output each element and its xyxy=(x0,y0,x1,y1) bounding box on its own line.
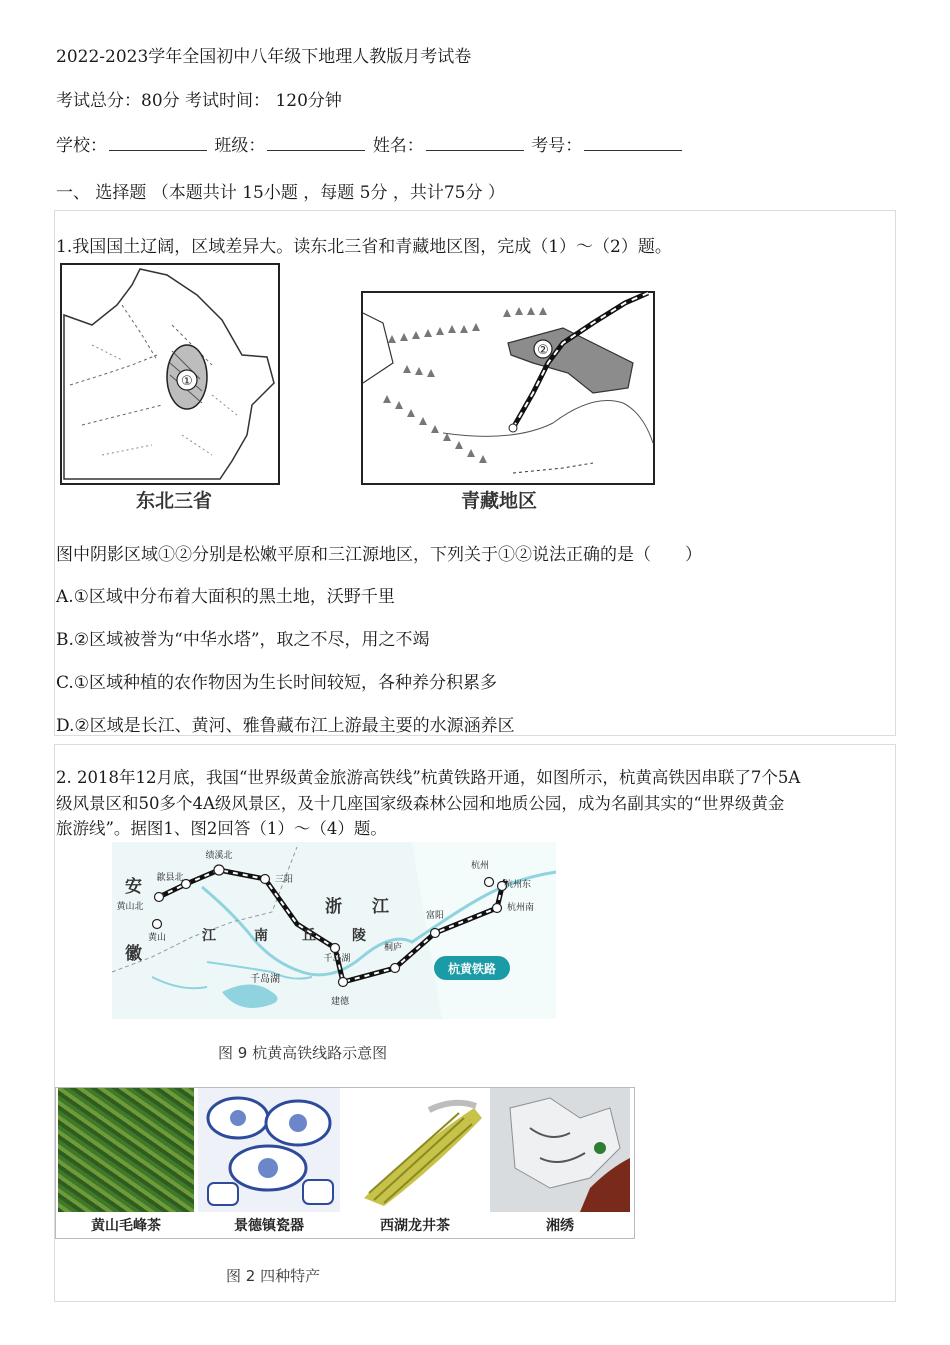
porcelain-drawing xyxy=(198,1088,340,1212)
section-heading: 一、 选择题 （本题共计 15小题 ，每题 5分 ，共计75分 ） xyxy=(56,183,505,203)
number-blank[interactable] xyxy=(584,136,682,151)
station-huangshanbei: 黄山北 xyxy=(116,902,144,912)
qinghai-tibet-map-drawing xyxy=(363,293,653,483)
exam-info: 考试总分：80分 考试时间： 120分钟 xyxy=(56,91,342,111)
northeast-map-drawing xyxy=(62,265,278,483)
station-qiandaohu: 千岛湖 xyxy=(323,954,351,964)
label-jiangnan-2: 南 xyxy=(254,928,268,944)
question-2-stem-line-1: 2. 2018年12月底，我国“世界级黄金旅游高铁线”杭黄铁路开通，如图所示，杭黄高铁因串联了7个5A xyxy=(56,768,801,787)
field-school: 学校： xyxy=(56,136,107,156)
label-zhe: 浙 xyxy=(325,897,342,917)
figure-2-caption: 图 2 四种特产 xyxy=(226,1267,321,1285)
label-huangshan-maofeng: 黄山毛峰茶 xyxy=(91,1218,161,1234)
specialties-strip xyxy=(55,1087,635,1239)
station-tonglu: 桐庐 xyxy=(383,943,403,953)
label-jingdezhen-porcelain: 景德镇瓷器 xyxy=(234,1218,304,1234)
exam-title: 2022-2023学年全国初中八年级下地理人教版月考试卷 xyxy=(56,47,472,67)
photo-huangshan-maofeng xyxy=(58,1088,194,1234)
option-c[interactable]: C.①区域种植的农作物因为生长时间较短，各种养分积累多 xyxy=(56,673,498,693)
station-jixibei: 绩溪北 xyxy=(205,851,233,861)
qinghai-tibet-map xyxy=(361,291,655,485)
question-1-stem: 1.我国国土辽阔，区域差异大。读东北三省和青藏地区图，完成（1）～（2）题。 xyxy=(56,237,672,257)
figure-1-caption: 图 9 杭黄高铁线路示意图 xyxy=(218,1044,388,1062)
embroidery-drawing xyxy=(490,1088,630,1212)
station-jiande: 建德 xyxy=(330,997,350,1007)
northeast-map-label: 东北三省 xyxy=(136,490,213,512)
lake-label: 千岛湖 xyxy=(250,974,280,985)
station-hangzhoudong: 杭州东 xyxy=(504,880,532,890)
marker-2: ② xyxy=(537,343,549,358)
label-qiuling-2: 陵 xyxy=(352,928,366,944)
station-hangzhounan: 杭州南 xyxy=(507,903,535,913)
school-blank[interactable] xyxy=(109,136,207,151)
label-jiangnan-1: 江 xyxy=(202,928,216,944)
student-fields xyxy=(56,131,684,156)
field-number: 考号： xyxy=(531,136,583,156)
railway-map-drawing xyxy=(112,842,556,1019)
marker-1: ① xyxy=(181,374,193,389)
label-xihu-longjing: 西湖龙井茶 xyxy=(380,1218,450,1234)
photo-xiang-embroidery xyxy=(490,1088,630,1234)
label-an: 安 xyxy=(125,877,142,897)
label-jiang: 江 xyxy=(372,897,389,917)
label-hui: 徽 xyxy=(125,944,142,964)
field-class: 班级： xyxy=(214,136,266,156)
qinghai-tibet-map-label: 青藏地区 xyxy=(461,490,538,512)
station-shexianbei: 歙县北 xyxy=(156,873,184,883)
route-badge: 杭黄铁路 xyxy=(447,962,497,976)
label-qiuling-1: 丘 xyxy=(302,928,316,944)
field-name: 姓名： xyxy=(372,136,424,156)
option-d[interactable]: D.②区域是长江、黄河、雅鲁藏布江上游最主要的水源涵养区 xyxy=(56,716,515,736)
label-xiang-embroidery: 湘绣 xyxy=(546,1218,574,1234)
question-2-stem-line-3: 旅游线”。据图1、图2回答（1）～（4）题。 xyxy=(56,819,387,838)
station-huangshan: 黄山 xyxy=(147,933,167,943)
name-blank[interactable] xyxy=(426,136,524,151)
photo-xihu-longjing xyxy=(344,1088,486,1234)
photo-jingdezhen-porcelain xyxy=(198,1088,340,1234)
longjing-drawing xyxy=(344,1088,486,1212)
station-fuyang: 富阳 xyxy=(425,911,445,921)
option-b[interactable]: B.②区域被誉为“中华水塔”，取之不尽，用之不竭 xyxy=(56,630,430,650)
option-a[interactable]: A.①区域中分布着大面积的黑土地，沃野千里 xyxy=(56,587,395,607)
station-sanyang: 三阳 xyxy=(275,875,294,885)
railway-map xyxy=(112,842,556,1019)
northeast-map xyxy=(60,263,280,485)
question-1-text: 图中阴影区域①②分别是松嫩平原和三江源地区，下列关于①②说法正确的是（ ） xyxy=(56,545,702,565)
question-2-stem-line-2: 级风景区和50多个4A级风景区，及十几座国家级森林公园和地质公园，成为名副其实的“世界级黄金 xyxy=(56,794,785,813)
station-hangzhou: 杭州 xyxy=(470,861,490,871)
class-blank[interactable] xyxy=(267,136,365,151)
